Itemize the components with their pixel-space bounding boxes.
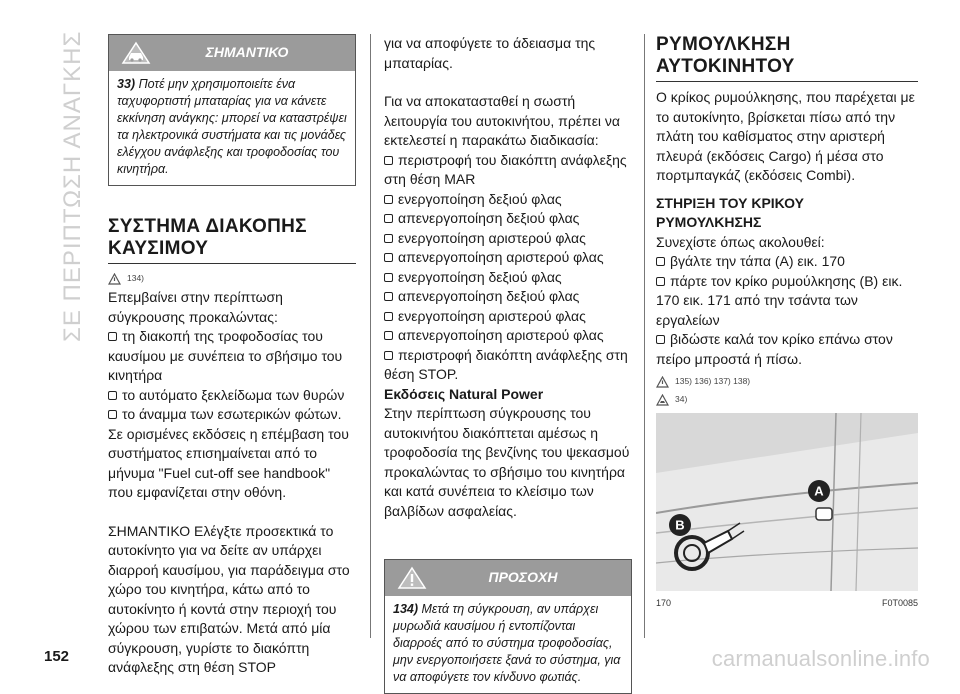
restore-steps-list	[384, 151, 632, 385]
warning-ref-text: 134)	[127, 273, 145, 284]
warning-refs	[656, 373, 918, 391]
important-box-title: ΣΗΜΑΝΤΙΚΟ	[205, 44, 289, 61]
towing-heading-line2: ΑΥΤΟΚΙΝΗΤΟΥ	[656, 56, 795, 77]
list-item: βγάλτε την τάπα (A) εικ. 170	[656, 252, 918, 272]
towing-heading	[656, 34, 918, 82]
checkbox-bullet-icon	[384, 331, 393, 340]
caution-box-num: 134)	[393, 602, 419, 616]
list-item: ενεργοποίηση αριστερού φλας	[384, 307, 632, 327]
towing-ring-illustration	[656, 413, 918, 591]
towing-ring-heading: ΣΤΗΡΙΞΗ ΤΟΥ ΚΡΙΚΟΥ ΡΥΜΟΥΛΚΗΣΗΣ	[656, 194, 804, 230]
natural-power-text: Στην περίπτωση σύγκρουσης του αυτοκινήτου διακόπτεται αμέσως η τροφοδοσία της βενζίνης του ψεκασμού προκαλώντας το σβήσιμο του κινητήρα και κατά συνέπεια το κλείσιμο των βαλβίδων ασφαλείας.	[384, 405, 630, 519]
list-item: ενεργοποίηση δεξιού φλας	[384, 268, 632, 288]
watermark: carmanualsonline.info	[711, 646, 930, 671]
important-box-text: Ποτέ μην χρησιμοποιείτε ένα ταχυφορτιστή μπαταρίας για να κάνετε εκκίνηση ανάγκης: μπορεί να καταστρέψει τα ηλεκτρονικά συστήματα και τις μονάδες ελέγχου ανάφλεξης και τροφοδοσίας του κινητήρα.	[117, 77, 347, 176]
list-item: απενεργοποίηση αριστερού φλας	[384, 326, 632, 346]
list-item: τη διακοπή της τροφοδοσίας του καυσίμου με συνέπεια το σβήσιμο του κινητήρα	[108, 328, 343, 383]
figure-170	[656, 413, 918, 591]
towing-ring-intro: Συνεχίστε όπως ακολουθεί:	[656, 233, 825, 250]
figure-code: F0T0085	[881, 598, 918, 608]
list-item: ενεργοποίηση δεξιού φλας	[384, 190, 632, 210]
figure-number: 170	[656, 598, 672, 608]
column-2	[384, 34, 632, 694]
side-title-text: ΣΕ ΠΕΡΙΠΤΩΣΗ ΑΝΑΓΚΗΣ	[59, 30, 86, 342]
important-refs	[656, 391, 918, 409]
list-item: απενεργοποίηση αριστερού φλας	[384, 248, 632, 268]
important-box-body	[109, 71, 355, 185]
checkbox-bullet-icon	[656, 277, 665, 286]
column-divider-1	[370, 34, 371, 638]
checkbox-bullet-icon	[108, 410, 117, 419]
warning-ref	[108, 270, 356, 288]
checkbox-bullet-icon	[656, 257, 665, 266]
label-a-marker	[807, 479, 831, 503]
checkbox-bullet-icon	[384, 214, 393, 223]
important-box-header	[109, 35, 355, 71]
important-refs-text: 34)	[675, 394, 688, 405]
important-box	[108, 34, 356, 186]
figure-caption	[656, 594, 918, 614]
label-b: B	[675, 517, 685, 533]
caution-box-header	[385, 560, 631, 596]
fuel-cutoff-important-para: ΣΗΜΑΝΤΙΚΟ Ελέγξτε προσεκτικά το αυτοκίνητο για να δείτε αν υπάρχει διαρροή καυσίμου, για παράδειγμα στο χώρο του κινητήρα, κάτω από το αυτοκίνητο ή κοντά στην περιοχή του χώρου των επιβατών. Μετά από μία σύγκρουση, γυρίστε το διακόπτη ανάφλεξης στη θέση STOP	[108, 522, 350, 675]
list-item: περιστροφή του διακόπτη ανάφλεξης στη θέση MAR	[384, 151, 627, 187]
checkbox-bullet-icon	[384, 195, 393, 204]
checkbox-bullet-icon	[384, 156, 393, 165]
car-warning-icon	[656, 394, 669, 406]
checkbox-bullet-icon	[384, 253, 393, 262]
warning-triangle-icon	[397, 566, 427, 590]
list-item: απενεργοποίηση δεξιού φλας	[384, 209, 632, 229]
caution-box-text: Μετά τη σύγκρουση, αν υπάρχει μυρωδιά καυσίμου ή εντοπίζονται διαρροές από το σύστημα τροφοδοσίας, μην ενεργοποιήσετε ξανά το σύστημα, για να αποφύγετε τον κίνδυνο φωτιάς.	[393, 602, 621, 684]
caution-box-body	[385, 596, 631, 693]
list-item: το αυτόματο ξεκλείδωμα των θυρών	[108, 386, 356, 406]
column-1	[108, 34, 356, 678]
checkbox-bullet-icon	[384, 312, 393, 321]
page-number: 152	[44, 648, 70, 665]
warning-triangle-icon	[656, 376, 669, 388]
label-b-marker	[668, 513, 692, 537]
towing-heading-line1: ΡΥΜΟΥΛΚΗΣΗ	[656, 34, 791, 55]
checkbox-bullet-icon	[384, 234, 393, 243]
caution-box	[384, 559, 632, 694]
restore-procedure-intro: Για να αποκατασταθεί η σωστή λειτουργία του αυτοκινήτου, πρέπει να εκτελεστεί η παρακάτω διαδικασία:	[384, 93, 621, 148]
column-3	[656, 34, 918, 614]
list-item: πάρτε τον κρίκο ρυμούλκησης (B) εικ. 170 εικ. 171 από την τσάντα των εργαλείων	[656, 272, 903, 328]
fuel-cutoff-message-para: Σε ορισμένες εκδόσεις η επέμβαση του συστήματος επισημαίνεται από το μήνυμα "Fuel cut-off see handbook" που εμφανίζεται στην οθόνη.	[108, 425, 349, 500]
list-item: βιδώστε καλά τον κρίκο επάνω στον πείρο μπροστά ή πίσω.	[656, 331, 893, 367]
list-item: το άναμμα των εσωτερικών φώτων.	[108, 405, 356, 425]
towing-intro: Ο κρίκος ρυμούλκησης, που παρέχεται με το αυτοκίνητο, βρίσκεται πίσω από την πλάτη του καθίσματος στην αριστερή πλευρά (εκδόσεις Cargo) ή μέσα στο πορτμπαγκάζ (εκδόσεις Combi).	[656, 89, 915, 183]
checkbox-bullet-icon	[656, 335, 665, 344]
checkbox-bullet-icon	[384, 273, 393, 282]
list-item: απενεργοποίηση δεξιού φλας	[384, 287, 632, 307]
checkbox-bullet-icon	[108, 332, 117, 341]
label-a: A	[814, 483, 824, 499]
natural-power-heading: Εκδόσεις Natural Power	[384, 385, 544, 402]
list-item: περιστροφή διακόπτη ανάφλεξης στη θέση STOP.	[384, 346, 628, 382]
warning-triangle-icon	[108, 273, 121, 285]
continued-text: για να αποφύγετε το άδειασμα της μπαταρίας.	[384, 35, 596, 71]
side-title	[52, 24, 92, 344]
list-item: ενεργοποίηση αριστερού φλας	[384, 229, 632, 249]
checkbox-bullet-icon	[384, 292, 393, 301]
checkbox-bullet-icon	[108, 391, 117, 400]
fuel-cutoff-heading	[108, 216, 356, 264]
fuel-cutoff-heading-line2: ΚΑΥΣΙΜΟΥ	[108, 238, 209, 259]
column-divider-2	[644, 34, 645, 638]
fuel-cutoff-intro: Επεμβαίνει στην περίπτωση σύγκρουσης προκαλώντας:	[108, 289, 283, 325]
important-box-num: 33)	[117, 77, 136, 91]
fuel-cutoff-heading-line1: ΣΥΣΤΗΜΑ ΔΙΑΚΟΠΗΣ	[108, 216, 307, 237]
warning-refs-text: 135) 136) 137) 138)	[675, 376, 751, 387]
car-warning-icon	[121, 41, 151, 65]
caution-box-title: ΠΡΟΣΟΧΗ	[488, 569, 558, 586]
checkbox-bullet-icon	[384, 351, 393, 360]
